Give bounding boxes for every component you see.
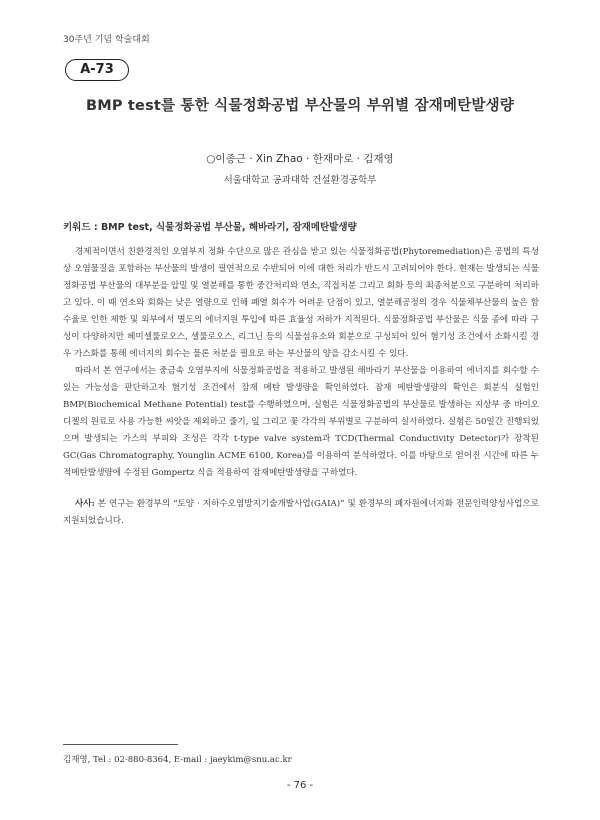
acknowledgement-text: 본 연구는 환경부의 “토양 · 지하수오염방지기술개발사업(GAIA)” 및 환경부의 폐자원에너지화 전문인력양성사업으로 지원되었습니다. [63,499,539,526]
keywords: 키워드 : BMP test, 식물정화공법 부산물, 해바라기, 잠재메탄발생량 [63,222,357,233]
acknowledgement-label: 사사: [75,499,95,509]
conference-header: 30주년 기념 학술대회 [63,35,150,45]
corresponding-author-footnote: 김재영, Tel : 02-880-8364, E-mail : jaeykim@snu.ac.kr [63,755,292,765]
abstract-body [63,244,539,530]
abstract-paragraph: 경제적이면서 친환경적인 오염부지 정화 수단으로 많은 관심을 받고 있는 식물정화공법(Phytoremediation)은 공법의 특성상 오염물질을 포함하는 부산물의 발생이 필연적으로 수반되어 이에 대한 처리가 반드시 고려되어야 한다. 현재는 발생되는 식물정화공법 부산물의 대부분을 압밀 및 열분해를 통한 중간처리와 연소, 직접처분 그리고 회화 등의 최종처분으로 구분하여 처리하고 있다. 이 때 연소와 회화는 낮은 열량으로 인해 폐열 회수가 어려운 단점이 있고, 열분해공정의 경우 식물체부산물의 높은 함수율로 인한 제한 및 외부에서 별도의 에너지원 투입에 따른 효율성 저하가 지적된다. 식물정화공법 부산물은 식물 종에 따라 구성이 다양하지만 헤미셀룰로오스, 셀룰로오스, 리그닌 등의 식물섬유소와 회분으로 구성되어 있어 혐기성 조건에서 소화시킬 경우 가스화를 통해 에너지의 회수는 물론 처분을 필요로 하는 부산물의 양을 감소시킬 수 있다. [63,247,539,359]
affiliation: 서울대학교 공과대학 건설환경공학부 [223,175,377,186]
page-number: - 76 - [286,780,314,791]
paper-code-badge: A-73 [65,59,129,81]
author-list: ○이종근 · Xin Zhao · 한재마로 · 김재영 [206,153,394,165]
acknowledgement [63,496,539,530]
paper-title: BMP test를 통한 식물정화공법 부산물의 부위별 잠재메탄발생량 [85,98,515,114]
abstract-paragraph: 따라서 본 연구에서는 중금속 오염부지에 식물정화공법을 적용하고 발생된 해바라기 부산물을 이용하여 에너지를 회수할 수 있는 가능성을 판단하고자 혐기성 조건에서 잠재 메탄 발생량을 확인하였다. 잠재 메탄발생량의 확인은 회분식 실험인 BMP(Biochemical Methane Potential) test를 수행하였으며, 실험은 식물정화공법의 부산물로 발생하는 지상부 중 바이오디젤의 원료로 사용 가능한 씨앗을 제외하고 줄기, 잎 그리고 꽃 각각의 부위별로 구분하여 실시하였다. 실험은 50일간 진행되었으며 발생되는 가스의 부피와 조성은 각각 t-type valve system과 TCD(Thermal Conductivity Detector)가 장착된 GC(Gas Chromatography, Younglin ACME 6100, Korea)를 이용하여 분석하였다. 이를 바탕으로 얻어진 시간에 따른 누적메탄발생량에 수정된 Gompertz 식을 적용하여 잠재메탄발생량을 구하였다. [63,366,539,478]
footnote-divider [63,744,178,745]
